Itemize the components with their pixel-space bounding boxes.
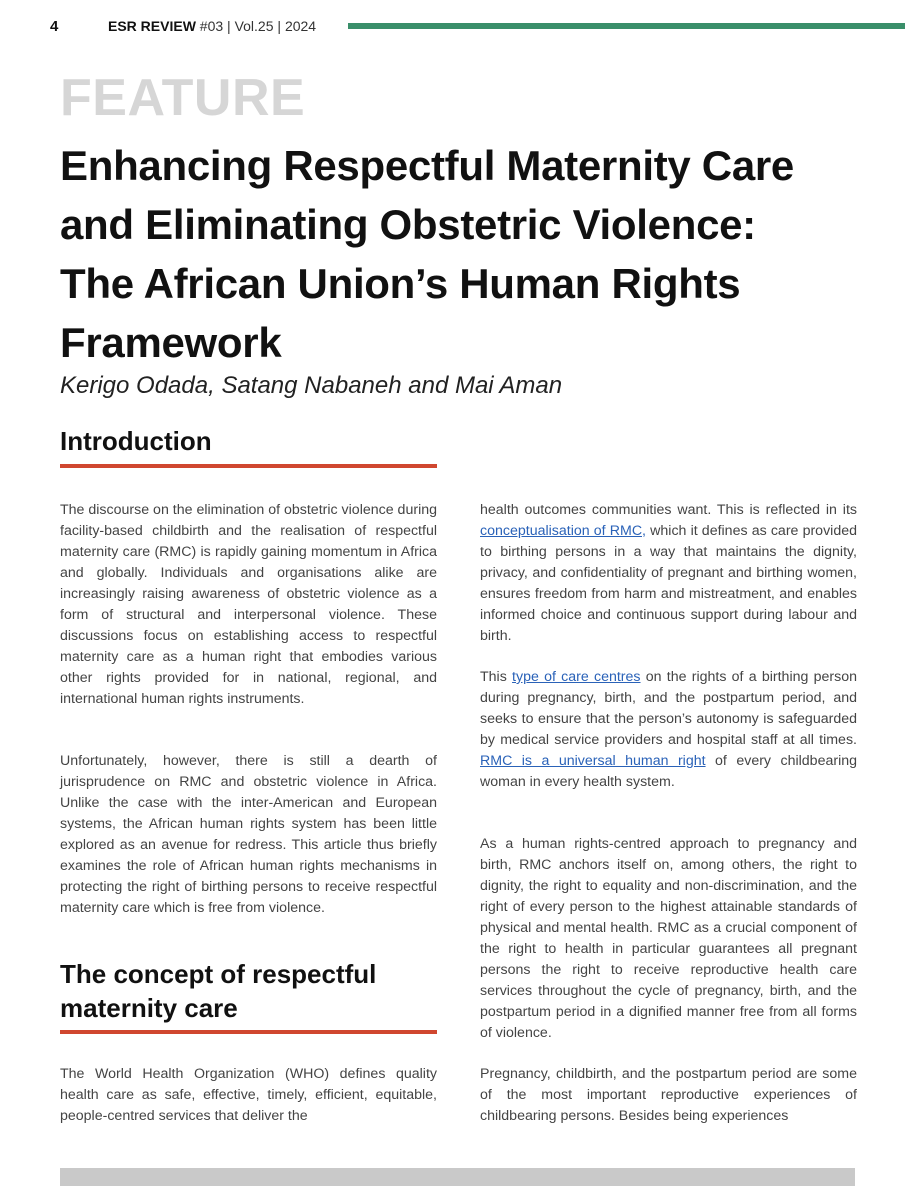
article-title: Enhancing Respectful Maternity Care and Eliminating Obstetric Violence: The African Union’s Human Rights Framework [60, 142, 794, 366]
page-header [0, 18, 905, 40]
issue-number: #03 [199, 18, 224, 34]
text-run: of every childbearing woman in every health system. [480, 753, 858, 790]
rmc-human-right-link[interactable]: RMC is a universal human right [480, 753, 706, 769]
introduction-rule [60, 464, 437, 468]
text-run: health outcomes communities want. This is reflected in its [480, 502, 857, 518]
text-run: which it defines as care provided to birthing persons in a way that maintains the dignity, privacy, and confidentiality of pregnant and birthing women, ensures freedom from harm and mistreatment, and enables informed choice and continuous support during labour and birth. [480, 523, 857, 644]
right-paragraph-3: As a human rights-centred approach to pregnancy and birth, RMC anchors itself on, among others, the right to dignity, the right to equality and non-discrimination, and the right of every person to the highest attainable standards of physical and mental health. RMC as a crucial component of the right to health in particular guarantees all pregnant persons the right to receive reproductive health care services throughout the cycle of pregnancy, birth, and the postpartum period in a dignified manner free from all forms of violence. [480, 836, 857, 1041]
page-number: 4 [50, 18, 59, 35]
left-paragraph-3: The World Health Organization (WHO) defines quality health care as safe, effective, timely, efficient, equitable, people-centred services that deliver the [60, 1066, 437, 1124]
introduction-heading: Introduction [60, 426, 212, 456]
concept-heading: The concept of respectful maternity care [60, 959, 377, 1023]
conceptualisation-link[interactable]: conceptualisation of RMC, [480, 523, 647, 539]
header-rule [348, 23, 905, 29]
article-authors: Kerigo Odada, Satang Nabaneh and Mai Aman [60, 372, 563, 399]
type-of-care-link[interactable]: type of care centres [512, 669, 641, 685]
feature-kicker: FEATURE [60, 69, 306, 127]
text-run: on the rights of a birthing person during pregnancy, birth, and the postpartum period, and seeks to ensure that the person’s autonomy is safeguarded by medical service providers and hospital staff at all times. [480, 669, 857, 748]
journal-info: ESR REVIEW #03 | Vol.25 | 2024 [108, 18, 317, 34]
right-paragraph-1 [480, 500, 857, 647]
footer-bar [60, 1168, 855, 1186]
journal-name: ESR REVIEW [108, 18, 196, 34]
volume: Vol.25 [234, 18, 274, 34]
right-paragraph-2 [480, 667, 857, 793]
year: 2024 [284, 18, 317, 34]
text-run: This [480, 669, 513, 685]
right-paragraph-4: Pregnancy, childbirth, and the postpartum period are some of the most important reproductive experiences of childbearing persons. Besides being experiences [480, 1066, 857, 1124]
concept-rule [60, 1030, 437, 1034]
left-paragraph-2: Unfortunately, however, there is still a dearth of jurisprudence on RMC and obstetric violence in Africa. Unlike the case with the inter-American and European systems, the African human rights system has been little explored as an avenue for redress. This article thus briefly examines the role of African human rights mechanisms in protecting the right of birthing persons to receive respectful maternity care which is free from violence. [60, 753, 437, 916]
left-paragraph-1: The discourse on the elimination of obstetric violence during facility-based childbirth and the realisation of respectful maternity care (RMC) is rapidly gaining momentum in Africa and globally. Individuals and organisations alike are increasingly raising awareness of obstetric violence as a form of structural and interpersonal violence. These discussions focus on establishing access to respectful maternity care as a human right that embodies various other rights provided for in national, regional, and international human rights instruments. [60, 502, 437, 707]
